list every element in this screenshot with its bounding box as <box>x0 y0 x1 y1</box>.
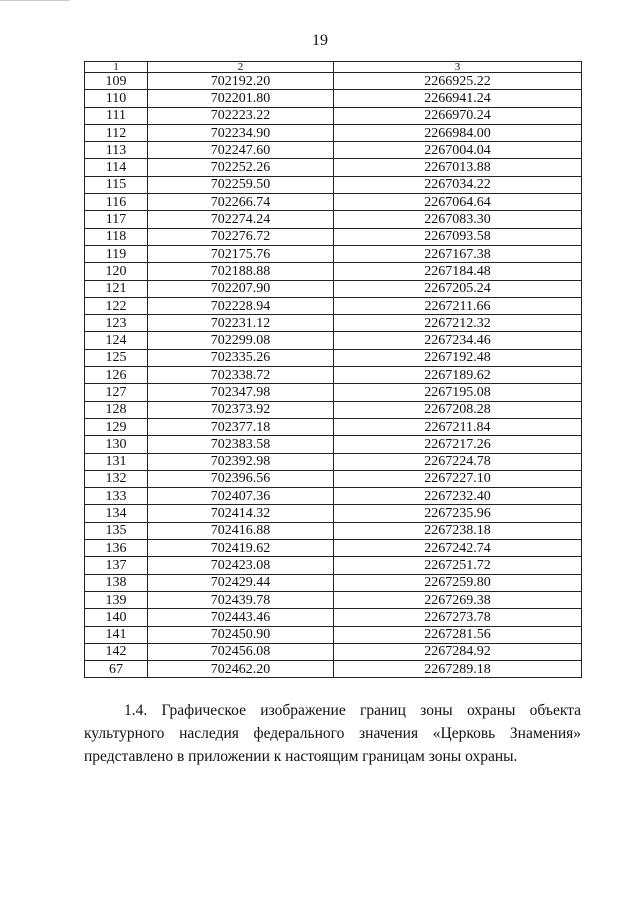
table-row <box>85 384 582 401</box>
table-body <box>85 73 582 678</box>
cell-point-number: 136 <box>85 540 148 557</box>
table-row <box>85 609 582 626</box>
cell-y-coordinate: 2267242.74 <box>334 540 582 557</box>
cell-point-number: 132 <box>85 470 148 487</box>
table-row <box>85 488 582 505</box>
cell-point-number: 140 <box>85 609 148 626</box>
cell-y-coordinate: 2267217.26 <box>334 436 582 453</box>
cell-y-coordinate: 2267195.08 <box>334 384 582 401</box>
cell-point-number: 125 <box>85 349 148 366</box>
cell-point-number: 137 <box>85 557 148 574</box>
cell-y-coordinate: 2267093.58 <box>334 228 582 245</box>
cell-y-coordinate: 2266984.00 <box>334 124 582 141</box>
cell-point-number: 122 <box>85 297 148 314</box>
table-row <box>85 470 582 487</box>
cell-x-coordinate: 702439.78 <box>148 591 334 608</box>
cell-point-number: 113 <box>85 142 148 159</box>
cell-point-number: 112 <box>85 124 148 141</box>
table-row <box>85 401 582 418</box>
cell-y-coordinate: 2266925.22 <box>334 73 582 90</box>
cell-point-number: 124 <box>85 332 148 349</box>
table-row <box>85 73 582 90</box>
cell-point-number: 127 <box>85 384 148 401</box>
cell-x-coordinate: 702201.80 <box>148 90 334 107</box>
cell-x-coordinate: 702338.72 <box>148 367 334 384</box>
cell-x-coordinate: 702414.32 <box>148 505 334 522</box>
cell-x-coordinate: 702396.56 <box>148 470 334 487</box>
cell-y-coordinate: 2267273.78 <box>334 609 582 626</box>
cell-y-coordinate: 2267251.72 <box>334 557 582 574</box>
cell-x-coordinate: 702416.88 <box>148 522 334 539</box>
cell-x-coordinate: 702462.20 <box>148 661 334 678</box>
cell-point-number: 118 <box>85 228 148 245</box>
cell-point-number: 130 <box>85 436 148 453</box>
table-row <box>85 263 582 280</box>
coordinates-table <box>84 61 582 678</box>
cell-x-coordinate: 702456.08 <box>148 643 334 660</box>
cell-y-coordinate: 2267184.48 <box>334 263 582 280</box>
cell-y-coordinate: 2267212.32 <box>334 315 582 332</box>
cell-x-coordinate: 702252.26 <box>148 159 334 176</box>
cell-y-coordinate: 2267004.04 <box>334 142 582 159</box>
cell-x-coordinate: 702377.18 <box>148 418 334 435</box>
cell-y-coordinate: 2267227.10 <box>334 470 582 487</box>
cell-y-coordinate: 2267211.84 <box>334 418 582 435</box>
table-row <box>85 522 582 539</box>
cell-x-coordinate: 702383.58 <box>148 436 334 453</box>
table-row <box>85 280 582 297</box>
table-row <box>85 332 582 349</box>
header-x-coordinate: 2 <box>148 62 334 73</box>
table-row <box>85 557 582 574</box>
table-row <box>85 349 582 366</box>
cell-y-coordinate: 2267189.62 <box>334 367 582 384</box>
cell-y-coordinate: 2267034.22 <box>334 176 582 193</box>
cell-point-number: 142 <box>85 643 148 660</box>
cell-point-number: 119 <box>85 245 148 262</box>
cell-point-number: 126 <box>85 367 148 384</box>
cell-x-coordinate: 702429.44 <box>148 574 334 591</box>
cell-y-coordinate: 2267013.88 <box>334 159 582 176</box>
cell-x-coordinate: 702276.72 <box>148 228 334 245</box>
cell-x-coordinate: 702373.92 <box>148 401 334 418</box>
cell-x-coordinate: 702228.94 <box>148 297 334 314</box>
cell-point-number: 109 <box>85 73 148 90</box>
table-row <box>85 297 582 314</box>
cell-point-number: 134 <box>85 505 148 522</box>
cell-point-number: 114 <box>85 159 148 176</box>
cell-y-coordinate: 2266970.24 <box>334 107 582 124</box>
cell-y-coordinate: 2267235.96 <box>334 505 582 522</box>
table-row <box>85 591 582 608</box>
cell-x-coordinate: 702223.22 <box>148 107 334 124</box>
section-paragraph-1-4: 1.4. Графическое изображение границ зоны охраны объекта культурного наследия федерального значения «Церковь Знамения» представлено в приложении к настоящим границам зоны охраны. <box>84 702 581 765</box>
cell-y-coordinate: 2267281.56 <box>334 626 582 643</box>
table-row <box>85 436 582 453</box>
table-row <box>85 643 582 660</box>
cell-y-coordinate: 2267224.78 <box>334 453 582 470</box>
page-number: 19 <box>312 32 328 49</box>
cell-x-coordinate: 702188.88 <box>148 263 334 280</box>
table-row <box>85 626 582 643</box>
table-row <box>85 90 582 107</box>
cell-point-number: 138 <box>85 574 148 591</box>
cell-point-number: 131 <box>85 453 148 470</box>
cell-y-coordinate: 2267167.38 <box>334 245 582 262</box>
cell-point-number: 129 <box>85 418 148 435</box>
cell-y-coordinate: 2267238.18 <box>334 522 582 539</box>
table-row <box>85 142 582 159</box>
cell-x-coordinate: 702299.08 <box>148 332 334 349</box>
cell-point-number: 133 <box>85 488 148 505</box>
cell-point-number: 110 <box>85 90 148 107</box>
cell-x-coordinate: 702423.08 <box>148 557 334 574</box>
table-header-row <box>85 62 582 73</box>
cell-x-coordinate: 702450.90 <box>148 626 334 643</box>
cell-y-coordinate: 2267192.48 <box>334 349 582 366</box>
cell-x-coordinate: 702231.12 <box>148 315 334 332</box>
cell-y-coordinate: 2267064.64 <box>334 194 582 211</box>
table-row <box>85 107 582 124</box>
cell-point-number: 117 <box>85 211 148 228</box>
table-row <box>85 367 582 384</box>
table-row <box>85 505 582 522</box>
table-row <box>85 540 582 557</box>
table-row <box>85 661 582 678</box>
table-row <box>85 228 582 245</box>
cell-point-number: 128 <box>85 401 148 418</box>
cell-x-coordinate: 702335.26 <box>148 349 334 366</box>
cell-x-coordinate: 702259.50 <box>148 176 334 193</box>
table-row <box>85 453 582 470</box>
cell-y-coordinate: 2267289.18 <box>334 661 582 678</box>
table-row <box>85 245 582 262</box>
cell-x-coordinate: 702419.62 <box>148 540 334 557</box>
table-row <box>85 315 582 332</box>
cell-y-coordinate: 2267208.28 <box>334 401 582 418</box>
cell-point-number: 120 <box>85 263 148 280</box>
cell-point-number: 123 <box>85 315 148 332</box>
table-row <box>85 194 582 211</box>
cell-point-number: 121 <box>85 280 148 297</box>
cell-x-coordinate: 702443.46 <box>148 609 334 626</box>
cell-point-number: 141 <box>85 626 148 643</box>
cell-y-coordinate: 2267205.24 <box>334 280 582 297</box>
cell-x-coordinate: 702407.36 <box>148 488 334 505</box>
table-row <box>85 574 582 591</box>
table-row <box>85 211 582 228</box>
cell-y-coordinate: 2267259.80 <box>334 574 582 591</box>
cell-x-coordinate: 702247.60 <box>148 142 334 159</box>
cell-y-coordinate: 2267211.66 <box>334 297 582 314</box>
table-row <box>85 124 582 141</box>
cell-x-coordinate: 702207.90 <box>148 280 334 297</box>
table-row <box>85 418 582 435</box>
cell-y-coordinate: 2267083.30 <box>334 211 582 228</box>
cell-y-coordinate: 2267234.46 <box>334 332 582 349</box>
cell-y-coordinate: 2267269.38 <box>334 591 582 608</box>
header-point-number: 1 <box>85 62 148 73</box>
cell-y-coordinate: 2267232.40 <box>334 488 582 505</box>
cell-y-coordinate: 2266941.24 <box>334 90 582 107</box>
cell-x-coordinate: 702234.90 <box>148 124 334 141</box>
cell-point-number: 111 <box>85 107 148 124</box>
cell-x-coordinate: 702266.74 <box>148 194 334 211</box>
table-row <box>85 176 582 193</box>
cell-x-coordinate: 702347.98 <box>148 384 334 401</box>
cell-x-coordinate: 702392.98 <box>148 453 334 470</box>
cell-y-coordinate: 2267284.92 <box>334 643 582 660</box>
cell-x-coordinate: 702175.76 <box>148 245 334 262</box>
header-y-coordinate: 3 <box>334 62 582 73</box>
scan-edge-mark <box>0 0 70 1</box>
table-row <box>85 159 582 176</box>
cell-point-number: 67 <box>85 661 148 678</box>
cell-point-number: 116 <box>85 194 148 211</box>
cell-point-number: 139 <box>85 591 148 608</box>
cell-point-number: 115 <box>85 176 148 193</box>
cell-x-coordinate: 702192.20 <box>148 73 334 90</box>
cell-point-number: 135 <box>85 522 148 539</box>
cell-x-coordinate: 702274.24 <box>148 211 334 228</box>
